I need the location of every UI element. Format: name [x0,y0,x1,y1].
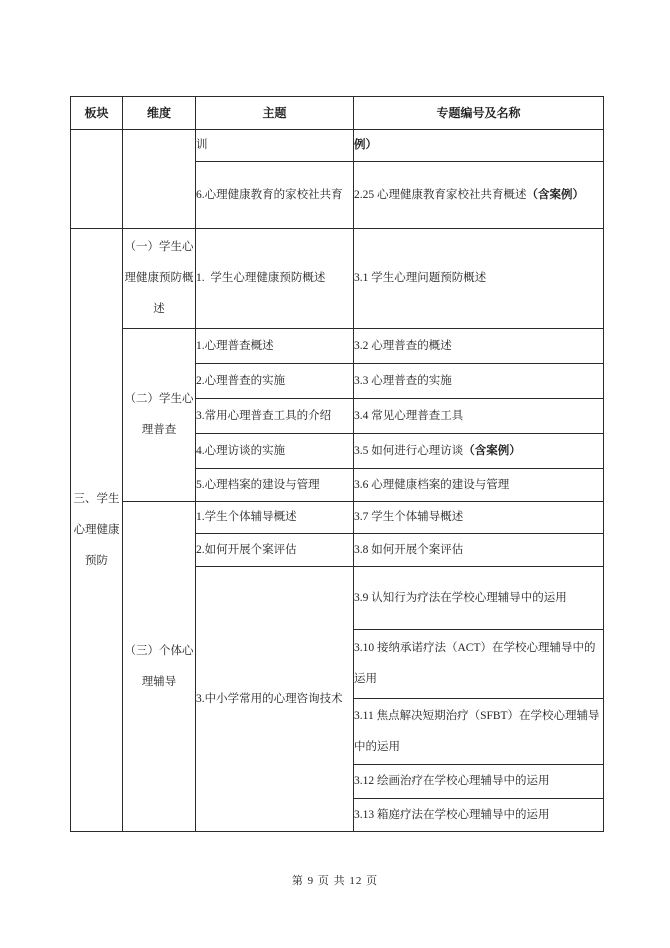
cell-topic: 6.心理健康教育的家校社共育 [196,162,354,229]
cell-topic: 2.心理普查的实施 [196,364,354,399]
cell-topic: 2.如何开展个案评估 [196,534,354,567]
cell-block-empty [71,130,123,229]
cell-dimension: （一）学生心理健康预防概述 [123,229,196,329]
cell-id [354,434,604,469]
id-text: 2.25 心理健康教育家校社共育概述 [354,188,527,201]
cell-id: 3.4 常见心理普查工具 [354,399,604,434]
table-row [71,502,604,534]
cell-block: 三、学生心理健康预防 [71,229,123,832]
cell-id: 3.10 接纳承诺疗法（ACT）在学校心理辅导中的运用 [354,630,604,699]
cell-topic: 3.常用心理普查工具的介绍 [196,399,354,434]
col-header-dimension: 维度 [123,97,196,130]
cell-id: 3.2 心理普查的概述 [354,329,604,364]
table-row [71,130,604,162]
cell-topic: 1. 学生心理健康预防概述 [196,229,354,329]
id-text: 3.5 如何进行心理访谈 [354,444,464,457]
id-bold-text: （含案例） [463,444,521,457]
cell-dimension: （三）个体心理辅导 [123,502,196,832]
page-number: 第 9 页 共 12 页 [291,875,379,887]
table-row [71,329,604,364]
cell-id: 3.12 绘画治疗在学校心理辅导中的运用 [354,765,604,799]
cell-id: 3.6 心理健康档案的建设与管理 [354,469,604,502]
table-row [71,229,604,329]
col-header-id-name: 专题编号及名称 [354,97,604,130]
cell-dimension: （二）学生心理普查 [123,329,196,502]
cell-id: 3.7 学生个体辅导概述 [354,502,604,534]
id-bold-text: （含案例） [526,188,584,201]
col-header-topic: 主题 [196,97,354,130]
header-row [71,97,604,130]
cell-id: 3.1 学生心理问题预防概述 [354,229,604,329]
curriculum-table [70,96,604,832]
cell-id: 3.8 如何开展个案评估 [354,534,604,567]
cell-topic-shared: 3.中小学常用的心理咨询技术 [196,567,354,832]
col-header-board: 板块 [71,97,123,130]
cell-id [354,162,604,229]
cell-topic: 1.心理普查概述 [196,329,354,364]
cell-id: 3.13 箱庭疗法在学校心理辅导中的运用 [354,799,604,832]
cell-dimension-empty [123,130,196,229]
cell-id: 3.11 焦点解决短期治疗（SFBT）在学校心理辅导中的运用 [354,699,604,765]
cell-topic: 5.心理档案的建设与管理 [196,469,354,502]
cell-id: 3.3 心理普查的实施 [354,364,604,399]
cell-id: 例） [354,130,604,162]
cell-topic: 4.心理访谈的实施 [196,434,354,469]
cell-topic: 1.学生个体辅导概述 [196,502,354,534]
cell-topic: 训 [196,130,354,162]
cell-id: 3.9 认知行为疗法在学校心理辅导中的运用 [354,567,604,630]
